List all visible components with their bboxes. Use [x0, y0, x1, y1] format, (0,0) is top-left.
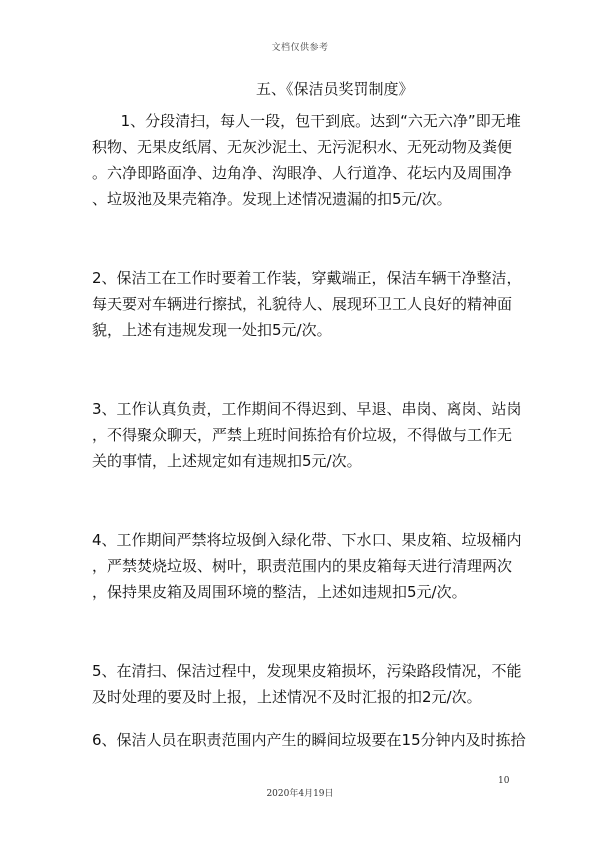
- paragraph-line: ，保持果皮箱及周围环境的整洁，上述如违规扣5元/次。: [92, 583, 467, 601]
- paragraph-1: [92, 108, 522, 212]
- paragraph-2: [92, 265, 522, 343]
- paragraph-line: 。六净即路面净、边角净、沟眼净、人行道净、花坛内及周围净: [92, 164, 513, 182]
- paragraph-line: 关的事情，上述规定如有违规扣5元/次。: [92, 452, 362, 470]
- paragraph-line: 及时处理的要及时上报，上述情况不及时汇报的扣2元/次。: [92, 688, 482, 706]
- page-header: 文档仅供参考: [271, 43, 329, 53]
- paragraph-line: ，不得聚众聊天，严禁上班时间拣拾有价垃圾，不得做与工作无: [92, 426, 513, 444]
- paragraph-line: 3、工作认真负责，工作期间不得迟到、早退、串岗、离岗、站岗: [92, 400, 522, 418]
- paragraph-6: [92, 727, 526, 753]
- paragraph-line: 5、在清扫、保洁过程中，发现果皮箱损坏，污染路段情况，不能: [92, 662, 522, 680]
- paragraph-line: 4、工作期间严禁将垃圾倒入绿化带、下水口、果皮箱、垃圾桶内: [92, 531, 522, 549]
- paragraph-line: 6、保洁人员在职责范围内产生的瞬间垃圾要在15分钟内及时拣拾: [92, 731, 526, 749]
- paragraph-3: [92, 396, 522, 474]
- page-number: 10: [498, 776, 510, 786]
- paragraph-line: 积物、无果皮纸屑、无灰沙泥土、无污泥积水、无死动物及粪便: [92, 138, 513, 156]
- paragraph-4: [92, 527, 522, 605]
- paragraph-line: ，严禁焚烧垃圾、树叶，职责范围内的果皮箱每天进行清理两次: [92, 557, 513, 575]
- paragraph-line: 每天要对车辆进行擦拭，礼貌待人、展现环卫工人良好的精神面: [92, 295, 513, 313]
- paragraph-5: [92, 658, 522, 710]
- paragraph-line: 2、保洁工在工作时要着工作装，穿戴端正，保洁车辆干净整洁，: [92, 269, 522, 287]
- paragraph-line: 1、分段清扫，每人一段，包干到底。达到“六无六净”即无堆: [92, 112, 521, 130]
- paragraph-line: 、垃圾池及果壳箱净。发现上述情况遗漏的扣5元/次。: [92, 190, 452, 208]
- footer-date: 2020年4月19日: [266, 789, 334, 799]
- paragraph-line: 貌，上述有违规发现一处扣5元/次。: [92, 321, 332, 339]
- document-title: 五、《保洁员奖罚制度》: [256, 80, 414, 98]
